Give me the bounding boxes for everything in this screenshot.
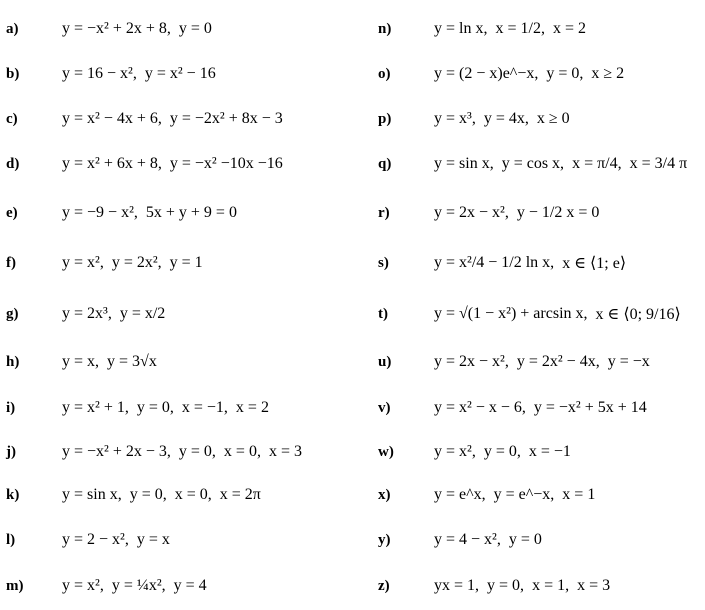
- problem-equation: [434, 486, 595, 504]
- equation-part: y = 2x − x²,: [434, 204, 509, 221]
- equation-part: x = 3: [577, 577, 611, 594]
- equation-part: y = x²,: [62, 254, 104, 271]
- equation-part: 5x + y + 9 = 0: [145, 204, 237, 221]
- equation-part: y = ¼x²,: [111, 577, 166, 594]
- equation-part: y = 0,: [178, 443, 216, 460]
- equation-part: x ≥ 0: [536, 110, 570, 127]
- problem-label: y): [378, 531, 391, 548]
- equation-part: y = 4: [173, 577, 207, 594]
- problem-label: b): [6, 65, 20, 82]
- problem-label: h): [6, 353, 20, 370]
- problem-label: m): [6, 577, 24, 594]
- problem-label: q): [378, 155, 392, 172]
- equation-part: y = cos x,: [501, 155, 565, 172]
- equation-part: y = x²,: [434, 443, 476, 460]
- equation-part: y = x²,: [62, 577, 104, 594]
- problem-equation: [434, 65, 624, 83]
- problem-equation: [62, 20, 212, 38]
- problem-equation: [62, 353, 157, 371]
- equation-part: y = sin x,: [434, 155, 494, 172]
- problem-label: a): [6, 20, 19, 37]
- equation-part: y = x²/4 − 1/2 ln x,: [434, 254, 555, 271]
- problem-equation: [62, 204, 237, 222]
- equation-part: y − 1/2 x = 0: [516, 204, 600, 221]
- equation-part: x = −1: [528, 443, 571, 460]
- problem-label: s): [378, 254, 389, 271]
- equation-part: x = 2: [235, 399, 269, 416]
- equation-part: y = −x: [607, 353, 650, 370]
- problem-label: i): [6, 399, 16, 416]
- problem-label: e): [6, 204, 18, 221]
- problem-label: u): [378, 353, 392, 370]
- equation-part: y = ln x,: [434, 20, 488, 37]
- problem-equation: [434, 304, 681, 324]
- equation-part: y = 1: [169, 254, 203, 271]
- equation-part: y = 2x²,: [111, 254, 162, 271]
- equation-part: x = 0,: [174, 486, 212, 503]
- equation-part: y = (2 − x)e^−x,: [434, 65, 539, 82]
- problem-equation: [434, 204, 599, 222]
- equation-part: y = −x² −10x −16: [169, 155, 283, 172]
- equation-part: y = x² + 6x + 8,: [62, 155, 162, 172]
- equation-part: x = 1: [562, 486, 596, 503]
- equation-part: y = 4 − x²,: [434, 531, 501, 548]
- equation-part: yx = 1,: [434, 577, 480, 594]
- problem-equation: [434, 110, 570, 128]
- equation-part: y = 4x,: [483, 110, 529, 127]
- equation-part: x = 3/4 π: [629, 155, 688, 172]
- problem-label: g): [6, 305, 19, 322]
- equation-part: y = x/2: [119, 305, 166, 322]
- problem-equation: [434, 531, 542, 549]
- equation-part: y = 0: [178, 20, 212, 37]
- equation-part: x = 3: [268, 443, 302, 460]
- equation-part: y = −x² + 5x + 14: [533, 399, 647, 416]
- equation-part: x = 1/2,: [495, 20, 545, 37]
- equation-part: y = √(1 − x²) + arcsin x,: [434, 305, 588, 322]
- equation-part: y = −x² + 2x + 8,: [62, 20, 171, 37]
- equation-part: x = 0,: [223, 443, 261, 460]
- problem-label: r): [378, 204, 390, 221]
- equation-part: y = 2x − x²,: [434, 353, 509, 370]
- problem-label: w): [378, 443, 394, 460]
- equation-part: y = 0,: [483, 443, 521, 460]
- problem-label: v): [378, 399, 391, 416]
- equation-part: y = 0,: [129, 486, 167, 503]
- equation-part: y = 0,: [136, 399, 174, 416]
- equation-part: y = −9 − x²,: [62, 204, 138, 221]
- equation-part: y = 0: [508, 531, 542, 548]
- equation-part: y = 0,: [487, 577, 525, 594]
- problem-label: l): [6, 531, 16, 548]
- problem-label: x): [378, 486, 391, 503]
- problem-equation: [434, 20, 586, 38]
- equation-part: y = x² − 16: [144, 65, 216, 82]
- equation-part: y = x: [136, 531, 170, 548]
- problem-label: t): [378, 305, 388, 322]
- problem-equation: [62, 577, 207, 595]
- problem-label: n): [378, 20, 392, 37]
- equation-part: y = −x² + 2x − 3,: [62, 443, 171, 460]
- equation-part: x = 2: [552, 20, 586, 37]
- problem-equation: [62, 305, 165, 323]
- problem-equation: [434, 353, 650, 371]
- problem-label: z): [378, 577, 390, 594]
- equation-part: x ≥ 2: [591, 65, 625, 82]
- equation-part: y = e^−x,: [493, 486, 555, 503]
- problem-equation: [434, 443, 571, 461]
- problem-equation: [62, 443, 302, 461]
- problem-label: j): [6, 443, 16, 460]
- problem-equation: [434, 155, 687, 173]
- problem-equation: [62, 110, 283, 128]
- equation-part: y = x,: [62, 353, 100, 370]
- equation-part: x = −1,: [181, 399, 228, 416]
- problem-label: c): [6, 110, 18, 127]
- equation-part: x ∈ ⟨0; 9/16⟩: [595, 306, 681, 323]
- equation-part: x ∈ ⟨1; e⟩: [562, 255, 627, 272]
- problem-equation: [62, 254, 203, 272]
- problem-label: d): [6, 155, 20, 172]
- problem-equation: [62, 399, 269, 417]
- equation-part: x = π/4,: [572, 155, 622, 172]
- equation-part: y = 3√x: [107, 353, 157, 370]
- equation-part: y = x³,: [434, 110, 476, 127]
- equation-part: x = 1,: [532, 577, 570, 594]
- problem-label: o): [378, 65, 391, 82]
- equation-part: x = 2π: [219, 486, 261, 503]
- equation-part: y = x² − x − 6,: [434, 399, 526, 416]
- equation-part: y = 16 − x²,: [62, 65, 137, 82]
- problem-label: f): [6, 254, 16, 271]
- equation-part: y = −2x² + 8x − 3: [169, 110, 283, 127]
- problem-label: p): [378, 110, 392, 127]
- equation-part: y = 0,: [546, 65, 584, 82]
- problem-label: k): [6, 486, 20, 503]
- equation-part: y = 2x² − 4x,: [516, 353, 600, 370]
- problem-equation: [62, 486, 261, 504]
- equation-part: y = x² − 4x + 6,: [62, 110, 162, 127]
- equation-part: y = 2 − x²,: [62, 531, 129, 548]
- problem-equation: [62, 65, 216, 83]
- problem-equation: [434, 399, 647, 417]
- problem-equation: [434, 253, 626, 273]
- problem-equation: [62, 531, 170, 549]
- problem-equation: [434, 577, 610, 595]
- problem-equation: [62, 155, 283, 173]
- equation-part: y = sin x,: [62, 486, 122, 503]
- equation-part: y = 2x³,: [62, 305, 112, 322]
- equation-part: y = e^x,: [434, 486, 486, 503]
- equation-part: y = x² + 1,: [62, 399, 129, 416]
